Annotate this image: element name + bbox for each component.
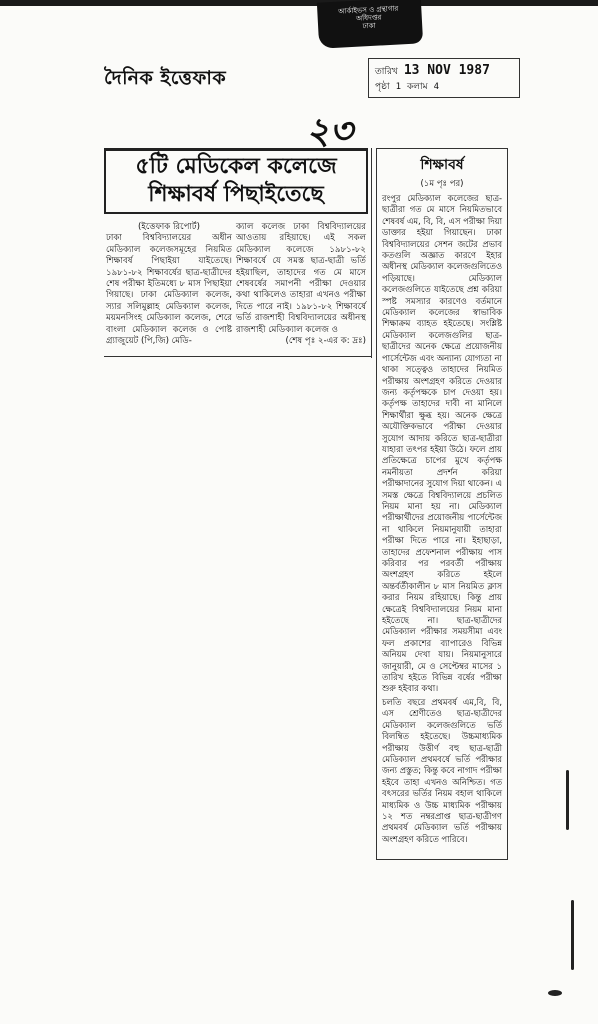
continuation-title: শিক্ষাবর্ষ (420, 157, 464, 173)
top-border (0, 0, 598, 6)
scan-smudge (571, 900, 574, 970)
continuation-paragraph: চলতি বছরে প্রথমবর্ষ এম,বি, বি, এস শ্রেণীতেও ছাত্র-ছাত্রীদের মেডিক্যাল কলেজগুলিতে ভর্তি বিলম্বিত হইতেছে। উচ্চমাধ্যমিক পরীক্ষায় উত্তীর্ণ বহু ছাত্র-ছাত্রী মেডিক্যাল প্রথমবর্ষে ভর্তি পরীক্ষার জন্য প্রস্তুত; কিন্তু কবে নাগাদ পরীক্ষা হইবে তাহা এখনও অনিশ্চিত। গত বৎসরের ভর্তির নিয়ম বহাল থাকিলে মাধ্যমিক ও উচ্চ মাধ্যমিক পরীক্ষায় ১২ শত নম্বরপ্রাপ্ত ছাত্র-ছাত্রীগণ প্রথমবর্ষ মেডিক্যাল ভর্তি পরীক্ষায় অংশগ্রহণ করিতে পারিবে। (382, 696, 502, 844)
stamp-line: অধিদপ্তর (355, 13, 382, 23)
scan-smudge (566, 770, 569, 830)
stamp-line: ঢাকা (362, 21, 376, 31)
date-row (375, 63, 513, 79)
column-value: 4 (433, 82, 440, 92)
column-label: কলাম (407, 82, 428, 92)
article-bottom-rule (104, 356, 372, 357)
date-label: তারিখ (375, 67, 398, 77)
stamp-line: আর্কাইভস ও গ্রন্থাগার (338, 4, 399, 16)
continuation-subtitle: (১ম পৃঃ পর) (420, 179, 464, 189)
article-column-1 (106, 222, 232, 352)
continuation-paragraph: রংপুর মেডিক্যাল কলেজের ছাত্র-ছাত্রীরা গত মে মাসে নিয়মিতভাবে শেষবর্ষ এম, বি, বি, এস পরীক্ষা দিয়া ডাক্তার হইয়া গিয়াছেন। ঢাকা বিশ্ববিদ্যালয়ের সেশন জটের প্রভাব কতগুলি অজ্ঞাত কারণে ইহার অধীনস্থ মেডিক্যাল কলেজগুলিতেও পড়িয়াছে। মেডিক্যাল কলেজগুলিতে যাইতেছে প্রশ্ন করিয়া স্পষ্ট সমস্যার কারণেও বর্তমানে মেডিক্যাল কলেজের স্বাভাবিক শিক্ষাক্রম ব্যাহত হইতেছে। সংশ্লিষ্ট মেডিক্যাল কলেজগুলির ছাত্র-ছাত্রীদের অনেক ক্ষেত্রে প্রয়োজনীয় পার্সেন্টেজ এবং অন্যান্য যোগ্যতা না থাকা সত্ত্বেও তাহাদের নিয়মিত পরীক্ষায় অংশগ্রহণ করিতে দেওয়ার জন্য কর্তৃপক্ষকে চাপ দেওয়া হয়। কর্তৃপক্ষ তাহাদের দাবী না মানিলে শিক্ষার্থীরা ক্ষুব্ধ হয়। অনেক ক্ষেত্রে অযৌক্তিকভাবে পরীক্ষা দেওয়ার সুযোগ আদায় করিতে ছাত্র-ছাত্রীরা যাহারা তৎপর হইয়া উঠে। ফলে প্রায় প্রতিক্ষেত্রে চাপের মুখে কর্তৃপক্ষ নমনীয়তা প্রদর্শন করিয়া পরীক্ষাদানের সুযোগ দিয়া থাকেন। এ সমস্ত ক্ষেত্রে বিশ্ববিদ্যালয়ে প্রচলিত নিয়ম মানা হয় না। মেডিক্যাল পরীক্ষার্থীদের প্রয়োজনীয় পার্সেন্টেজ না থাকিলে নিয়মানুযায়ী তাহারা পরীক্ষা দিতে পারে না। ইহাছাড়া, তাহাদের প্রফেশনাল পরীক্ষায় পাস করিবার পর পরবর্তী পরীক্ষায় অংশগ্রহণ করিতে হইলে অন্তর্বর্তীকালীন ৮ মাস নিয়মিত ক্লাস করার নিয়ম রহিয়াছে। কিন্তু প্রায় ক্ষেত্রেই বিশ্ববিদ্যালয়ের নিয়ম মানা হইতেছে না। ছাত্র-ছাত্রীদের মেডিক্যাল পরীক্ষার সময়সীমা এবং ফল প্রকাশের ব্যাপারেও বিভিন্ন অনিয়ম দেখা যায়। নিয়মানুসারে জানুয়ারী, মে ও সেপ্টেম্বর মাসের ১ তারিখ হইতে বিভিন্ন বর্ষের পরীক্ষা শুরু হইবার কথা। (382, 193, 502, 694)
date-value: 13 NOV 1987 (403, 63, 490, 78)
headline-line-2: শিক্ষাবর্ষ পিছাইতেছে (148, 182, 324, 207)
stamp-text (323, 4, 414, 33)
continuation-box (376, 148, 508, 860)
archive-stamp (317, 0, 423, 49)
headline-box (104, 148, 368, 214)
byline: (ইত্তেফাক রিপোর্ট) (138, 222, 200, 232)
date-box (368, 58, 520, 98)
newspaper-masthead: দৈনিক ইত্তেফাক (104, 67, 227, 89)
article-text-2: ক্যাল কলেজ ঢাকা বিশ্ববিদ্যালয়ের আওতায় রহিয়াছে। এই সকল মেডিক্যাল কলেজে ১৯৮১-৮২ শিক্ষাবর্ষে যে সমস্ত ছাত্র-ছাত্রী ভর্তি হইয়াছিল, তাহাদের গত মে মাসে শেষবর্ষের সমাপনী পরীক্ষা দেওয়ার কথা থাকিলেও তাহারা এখনও পরীক্ষা দিতে পারে নাই। ১৯৮১-৮২ শিক্ষাবর্ষে ভর্তি রাজশাহী বিশ্ববিদ্যালয়ের অধীনস্থ রাজশাহী মেডিক্যাল কলেজ ও (236, 222, 366, 335)
page-value: 1 (395, 82, 402, 92)
scan-smudge (548, 990, 562, 996)
handwritten-number: ২৩ (306, 110, 353, 152)
page-label: পৃষ্ঠা (375, 82, 390, 92)
article-text-1: ঢাকা বিশ্ববিদ্যালয়ের অধীন মেডিক্যাল কলেজসমূহের নিয়মিত শিক্ষাবর্ষ পিছাইয়া যাইতেছে। ১৯৮১-৮২ শিক্ষাবর্ষের ছাত্র-ছাত্রীদের শেষ পরীক্ষা ইতিমধ্যে ৮ মাস পিছাইয়া গিয়াছে। ঢাকা মেডিক্যাল কলেজ, স্যার সলিমুল্লাহ মেডিক্যাল কলেজ, ময়মনসিংহ মেডিক্যাল কলেজ, শেরে বাংলা মেডিক্যাল কলেজ ও পোষ্ট গ্র্যাজুয়েট (পি,জি) মেডি- (106, 233, 232, 347)
headline-line-1: ৫টি মেডিকেল কলেজে (135, 154, 337, 179)
column-divider (371, 148, 372, 358)
continuation-text (382, 193, 502, 845)
continued-note: (শেষ পৃঃ ২-এর ক: দ্রঃ) (285, 336, 366, 347)
article-column-2 (236, 222, 366, 352)
page-row (375, 79, 513, 94)
